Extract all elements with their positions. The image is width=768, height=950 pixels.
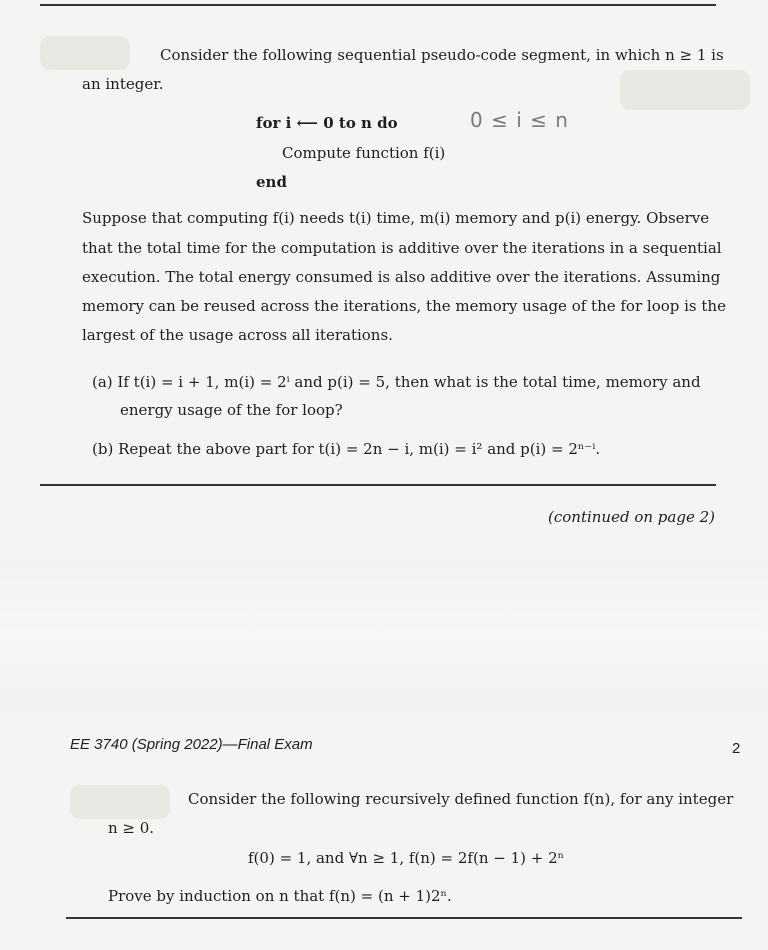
paragraph-line-5: largest of the usage across all iterations. — [82, 326, 393, 344]
code-end-line: end — [256, 173, 287, 191]
paragraph-line-1: Suppose that computing f(i) needs t(i) time, m(i) memory and p(i) energy. Observe — [82, 209, 710, 227]
part-a-line2: energy usage of the for loop? — [120, 401, 343, 419]
part-b: (b) Repeat the above part for t(i) = 2n − i, m(i) = i² and p(i) = 2ⁿ⁻ⁱ. — [92, 440, 601, 458]
bottom-rule — [66, 917, 742, 919]
page-number: 2 — [732, 740, 741, 757]
question2-line2: n ≥ 0. — [108, 819, 155, 837]
recurrence-equation: f(0) = 1, and ∀n ≥ 1, f(n) = 2f(n − 1) + 2ⁿ — [248, 849, 565, 867]
code-body-line: Compute function f(i) — [282, 144, 446, 162]
page-header: EE 3740 (Spring 2022)—Final Exam — [70, 736, 313, 753]
question2-line1: Consider the following recursively defined function f(n), for any integer — [188, 790, 734, 808]
handwritten-annotation: 0 ≤ i ≤ n — [470, 108, 569, 132]
question-intro-line2: an integer. — [82, 75, 164, 93]
paragraph-line-4: memory can be reused across the iterations, the memory usage of the for loop is the — [82, 297, 726, 315]
continued-note: (continued on page 2) — [548, 508, 715, 526]
question-intro-line1: Consider the following sequential pseudo-code segment, in which n ≥ 1 is — [160, 46, 724, 64]
section-rule — [40, 484, 716, 486]
part-a-line1: (a) If t(i) = i + 1, m(i) = 2ⁱ and p(i) = 5, then what is the total time, memory and — [92, 373, 701, 391]
prove-statement: Prove by induction on n that f(n) = (n + 1)2ⁿ. — [108, 887, 452, 905]
code-for-line: for i ⟵ 0 to n do — [256, 114, 398, 132]
page-gap — [0, 560, 768, 710]
paragraph-line-3: execution. The total energy consumed is also additive over the iterations. Assuming — [82, 268, 721, 286]
redaction-smudge — [40, 36, 130, 70]
paragraph-line-2: that the total time for the computation is additive over the iterations in a sequential — [82, 239, 722, 257]
redaction-smudge — [620, 70, 750, 110]
top-rule — [40, 4, 716, 6]
